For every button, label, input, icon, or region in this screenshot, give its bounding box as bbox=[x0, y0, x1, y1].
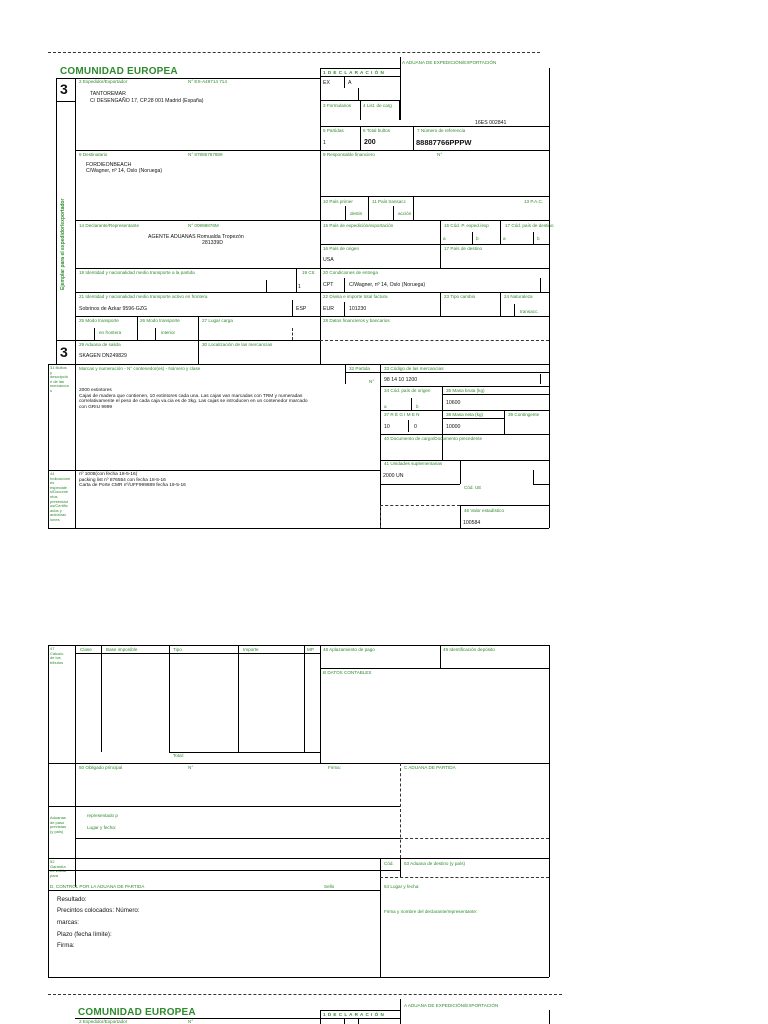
marcas-label-2: marcas: bbox=[57, 919, 80, 926]
declarant-number: N° 00998876M bbox=[188, 223, 219, 228]
bultos-value: 200 bbox=[364, 139, 376, 146]
tipo-header: Tipo bbox=[173, 647, 182, 652]
declaracion-label: 1 D E C L A R A C I Ó N bbox=[323, 70, 385, 75]
responsable-number: N° bbox=[437, 152, 443, 157]
exporter-label-3: 2 Expedidor/Exportador bbox=[79, 1019, 128, 1024]
aduana-expedicion-label: A ADUANA DE EXPEDICIÓN/EXPORTACIÓN bbox=[402, 60, 497, 65]
cod-label: Cód. bbox=[384, 861, 394, 866]
consignee-address: C/Wagner, nº 14, Oslo (Noruega) bbox=[86, 168, 163, 174]
modo-front-label: 25 Modo transporte bbox=[79, 318, 119, 323]
entrega-address: C/Wagner, nº 14, Oslo (Noruega) bbox=[349, 282, 426, 288]
representado-label: representado p bbox=[87, 813, 118, 818]
clase-header: Clase bbox=[80, 647, 92, 652]
form-title-3: COMUNIDAD EUROPEA bbox=[78, 1007, 196, 1018]
documento-label: 40 Documento de cargo/Documento precedente bbox=[384, 436, 483, 441]
masa-neta-label: 38 Masa neta (kg) bbox=[446, 412, 484, 417]
side-aduanas-label: Aduanas de paso previstas (y país) bbox=[50, 815, 67, 834]
importe-header: Importe bbox=[243, 647, 259, 652]
aduana-salida-value: SKAGEN DN249829 bbox=[79, 353, 127, 359]
bultos-label: 6 Total bultos bbox=[363, 128, 390, 133]
masa-bruta-label: 35 Masa bruta (kg) bbox=[446, 388, 485, 393]
origen-value: USA bbox=[323, 257, 334, 263]
copy-number-3: 3 bbox=[60, 81, 68, 97]
pac-label: 13 P.A.C. bbox=[524, 199, 544, 204]
resultado-label: Resultado: bbox=[57, 896, 87, 903]
numref-value: 88887766PPPW bbox=[416, 138, 472, 147]
datos-contables-label: B DATOS CONTABLES bbox=[323, 670, 372, 675]
aduana-partida-label: C ADUANA DE PARTIDA bbox=[404, 765, 456, 770]
aplazamiento-label: 48 Aplazamiento de pago bbox=[323, 647, 375, 652]
modo-front-label-2: en frontera bbox=[99, 330, 122, 335]
entrega-label: 20 Condiciones de entrega bbox=[323, 270, 378, 275]
firma-nombre-label: Firma y nombre del declarante/representante: bbox=[384, 909, 478, 914]
code-a: a bbox=[443, 236, 446, 241]
code-b-2: b bbox=[537, 236, 540, 241]
pais-trans-label: 11 País transacc bbox=[372, 199, 406, 204]
consignee-label: 8 Destinatario bbox=[79, 152, 108, 157]
exporter-name: TANTOREMAR bbox=[90, 91, 126, 97]
divisa-eur: EUR bbox=[323, 306, 334, 312]
masa-neta-value: 10000 bbox=[446, 424, 461, 430]
transacc-label: transacc. bbox=[520, 309, 539, 314]
plazo-label: Plazo (fecha límite): bbox=[57, 931, 112, 938]
frontera-value: Sobrinos de Azkar 9596-GZG bbox=[79, 306, 148, 312]
cambio-label: 23 Tipo cambio bbox=[444, 294, 476, 299]
frontera-esp: ESP bbox=[296, 306, 307, 312]
regimen-value-2: 0 bbox=[414, 424, 417, 430]
declaration-ex: EX bbox=[323, 80, 330, 86]
valor-value: 100584 bbox=[463, 520, 481, 526]
base-header: Base imponible bbox=[106, 647, 138, 652]
codigo-origen-label: 34 Cód. país de origen bbox=[384, 388, 431, 393]
declaracion-label-3: 1 D E C L A R A C I Ó N bbox=[323, 1012, 385, 1017]
destino-label: 17 País de destino bbox=[444, 246, 483, 251]
ident-deposito-label: 49 Identificación depósito bbox=[443, 647, 495, 652]
formularios-label: 3 Formularios bbox=[323, 103, 352, 108]
partida-label: 32 Partida bbox=[349, 366, 370, 371]
lugar-fecha-label: Lugar y fecha: bbox=[87, 825, 117, 830]
code-b-3: b bbox=[416, 404, 419, 409]
side-47-label: 47 Cálculo de los tributos bbox=[50, 646, 64, 665]
total-label: Total: bbox=[173, 753, 184, 758]
aduana-destino-label: 53 Aduana de destino (y país) bbox=[404, 861, 466, 866]
copy-number-3b: 3 bbox=[60, 344, 68, 360]
financieros-label: 28 Datos financieros y bancarios bbox=[323, 318, 390, 323]
exporter-number: N° ES-A46714 714 bbox=[188, 79, 227, 84]
exporter-address: C/ DESENGAÑO 17, CP.28 001 Madrid (España) bbox=[90, 98, 204, 104]
codigo-merc-value: 98 14 10 1200 bbox=[384, 377, 418, 383]
precintos-label: Precintos colocados: Número: bbox=[57, 907, 140, 914]
ctr-label: 19 Ctr. bbox=[302, 270, 316, 275]
responsable-label: 9 Responsable financiero bbox=[323, 152, 375, 157]
regimen-value: 10 bbox=[384, 424, 390, 430]
divisa-value: 101230 bbox=[349, 306, 367, 312]
exporter-number-3: N° bbox=[188, 1019, 194, 1024]
mp-header: MP bbox=[307, 647, 314, 652]
code-a-3: a bbox=[384, 404, 387, 409]
firma-label-2: Firma: bbox=[57, 942, 75, 949]
pais-trans-label-2: acción bbox=[398, 211, 412, 216]
declarant-name: AGENTE ADUANAS Romualda Tropezón bbox=[148, 234, 244, 240]
valor-label: 46 Valor estadístico bbox=[464, 508, 505, 513]
naturaleza-label: 24 Naturaleza bbox=[504, 294, 533, 299]
partida-n: N° bbox=[369, 379, 375, 384]
firma-label: Firma: bbox=[328, 765, 342, 770]
side-bultos-label: 31 Bultos y descripció n de las mercancía s bbox=[50, 365, 69, 393]
goods-description: 2000 extintores Cajas de madera que contienen, 10 extintores cada una. Las cajas van marcadas con TRM y numeradas correlativamente el peso de cada caja va.cia es de 3kg. Las cajas se introducen en un contenedor marcado con GRIU 9999 bbox=[79, 388, 308, 410]
regimen-label: 37 R É G I M E N bbox=[384, 412, 420, 417]
list-carga-label: 4 List. de carg bbox=[363, 103, 392, 108]
divisa-label: 22 Divisa e importe total factura bbox=[323, 294, 388, 299]
modo-int-label: 26 Modo transporte bbox=[140, 318, 180, 323]
origen-label: 16 País de origen bbox=[323, 246, 360, 251]
codigo-merc-label: 33 Código de las mercancías bbox=[384, 366, 444, 371]
vertical-copy-label: Ejemplar para el expedidor/exportador bbox=[60, 198, 66, 290]
partidas-value: 1 bbox=[323, 140, 326, 146]
unidades-value: 2000 UN bbox=[383, 473, 404, 479]
contingente-label: 39 Contingente bbox=[508, 412, 540, 417]
ref-16es: 16ES 002841 bbox=[475, 120, 507, 126]
lugar-carga-label: 27 Lugar carga bbox=[202, 318, 233, 323]
frontera-label: 21 Identidad y nacionalidad medio transporte activo en frontera bbox=[79, 294, 208, 299]
lugar-fecha-54-label: 54 Lugar y fecha: bbox=[384, 884, 420, 889]
code-a-2: a bbox=[503, 236, 506, 241]
pais-primer-label: 10 País primer bbox=[323, 199, 353, 204]
exporter-label: 2 Expedidor/Exportador bbox=[79, 79, 128, 84]
entrega-cpt: CPT bbox=[323, 282, 334, 288]
unidades-label: 41 Unidades suplementarias bbox=[384, 461, 443, 466]
cod-exp-label: 15 Cód. P. exped./exp bbox=[444, 223, 489, 228]
partidas-label: 5 Partidas bbox=[323, 128, 344, 133]
code-b: b bbox=[476, 236, 479, 241]
obligado-label: 50 Obligado principal bbox=[79, 765, 123, 770]
consignee-name: FORDIEONBEACH bbox=[86, 162, 132, 168]
modo-int-label-2: interior bbox=[161, 330, 176, 335]
pais-primer-label-2: destin bbox=[350, 211, 363, 216]
aduana-expedicion-label-3: A ADUANA DE EXPEDICIÓN/EXPORTACIÓN bbox=[404, 1003, 499, 1008]
cod-ue-label: Cód. UE bbox=[464, 485, 482, 490]
side-52-label: 52 Garantía no válida para bbox=[50, 859, 67, 878]
aduana-salida-label: 29 Aduana de salida bbox=[79, 342, 121, 347]
pais-expedicion-label: 15 País de expedición/exportación bbox=[323, 223, 394, 228]
side-44-label: 44 Indicacione es especiale s/Docume ntos presentad os/Certific ados y autorizac iones bbox=[50, 471, 71, 522]
cod-dest-label: 17 Cód. país de destino bbox=[505, 223, 554, 228]
declaration-a: A bbox=[348, 80, 352, 86]
declarant-label: 14 Declarante/Representante bbox=[79, 223, 140, 228]
ident-transporte-label: 18 Identidad y nacionalidad medio transporte a la partida bbox=[79, 270, 195, 275]
control-label: D. CONTROL POR LA ADUANA DE PARTIDA bbox=[50, 884, 145, 889]
documents-list: nº 1008(con fecha 18-5-16) packing list nº 876554 con fecha 18-5-16 Carta de Porte CMR nº/UFF999889 fecha 19-5-16 bbox=[79, 472, 186, 489]
numref-label: 7 Número de referencia bbox=[417, 128, 466, 133]
consignee-number: N° 87885767889 bbox=[188, 152, 223, 157]
sello-label: Sello bbox=[324, 884, 335, 889]
masa-bruta-value: 10600 bbox=[446, 400, 461, 406]
obligado-number: N° bbox=[188, 765, 194, 770]
marcas-label: Marcas y numeración - N° contenedor(es) - Número y clase bbox=[79, 366, 201, 371]
local-merc-label: 30 Localización de las mercancías bbox=[202, 342, 273, 347]
form-title: COMUNIDAD EUROPEA bbox=[60, 66, 178, 77]
declarant-num: 281339D bbox=[202, 240, 224, 246]
ctr-value: 1 bbox=[298, 284, 301, 290]
